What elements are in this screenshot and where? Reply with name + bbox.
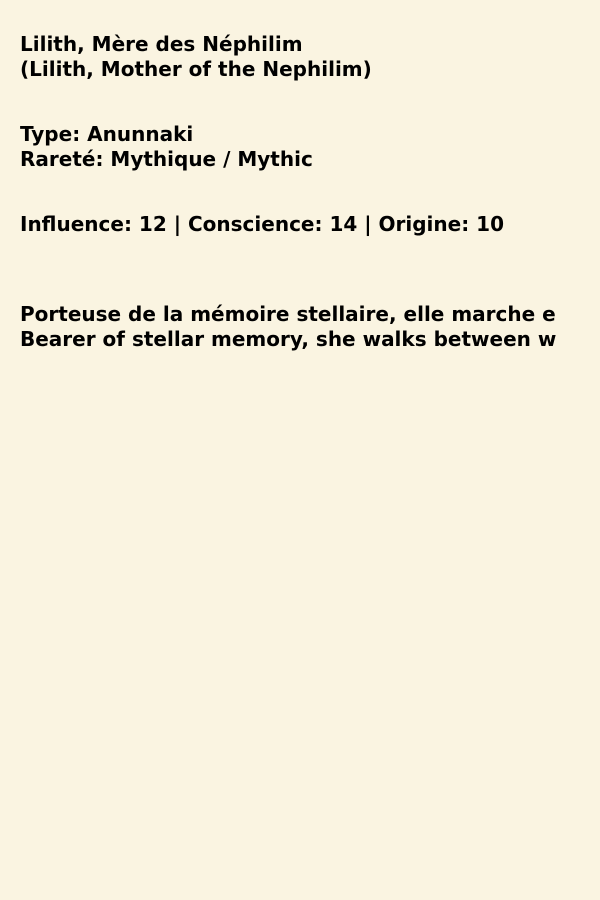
- card-lore-french: Porteuse de la mémoire stellaire, elle marche e: [20, 302, 556, 326]
- card-stats: Influence: 12 | Conscience: 14 | Origine: 10: [20, 212, 504, 236]
- card-rarity: Rareté: Mythique / Mythic: [20, 147, 313, 171]
- card-name-french: Lilith, Mère des Néphilim: [20, 32, 303, 56]
- card-name-english: (Lilith, Mother of the Nephilim): [20, 57, 372, 81]
- card-type: Type: Anunnaki: [20, 122, 194, 146]
- card-lore-english: Bearer of stellar memory, she walks between w: [20, 327, 557, 351]
